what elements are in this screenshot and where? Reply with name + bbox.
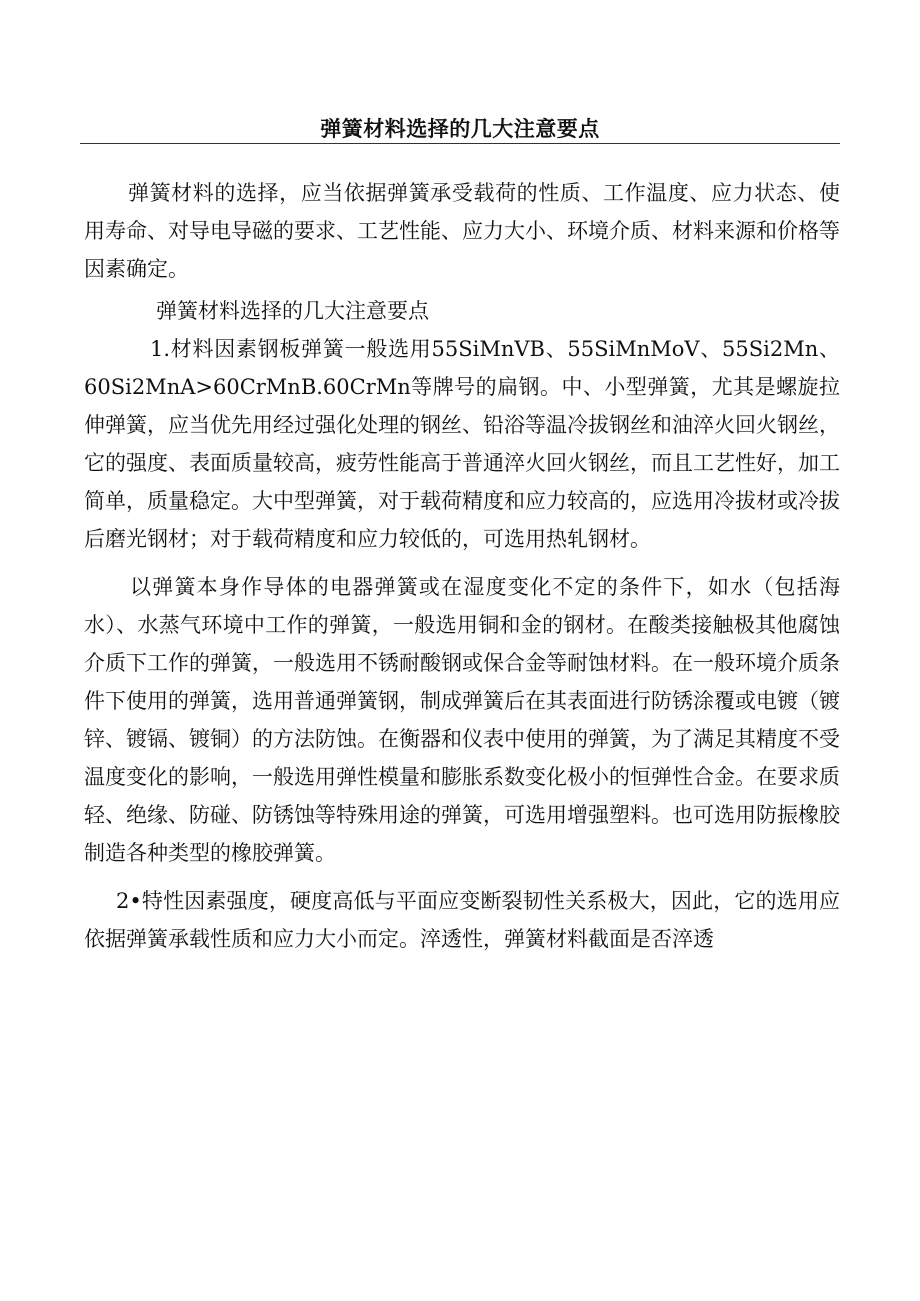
title-divider <box>80 143 840 144</box>
paragraph-environment: 以弹簧本身作导体的电器弹簧或在湿度变化不定的条件下，如水（包括海水）、水蒸气环境中工作的弹簧，一般选用铜和金的钢材。在酸类接触极其他腐蚀介质下工作的弹簧，一般选用不锈耐酸钢或保合金等耐蚀材料。在一般环境介质条件下使用的弹簧，选用普通弹簧钢，制成弹簧后在其表面进行防锈涂覆或电镀（镀锌、镀镉、镀铜）的方法防蚀。在衡器和仪表中使用的弹簧，为了满足其精度不受温度变化的影响，一般选用弹性模量和膨胀系数变化极小的恒弹性合金。在要求质轻、绝缘、防碰、防锈蚀等特殊用途的弹簧，可选用增强塑料。也可选用防振橡胶制造各种类型的橡胶弹簧。 <box>84 575 840 865</box>
paragraph-property-factors: 2•特性因素强度，硬度高低与平面应变断裂韧性关系极大，因此，它的选用应依据弹簧承载性质和应力大小而定。淬透性，弹簧材料截面是否淬透 <box>84 889 840 951</box>
document-body <box>84 174 840 958</box>
paragraph-material-factors: 1.材料因素钢板弹簧一般选用55SiMnVB、55SiMnMoV、55Si2Mn、60Si2MnA>60CrMnB.60CrMn等牌号的扁钢。中、小型弹簧，尤其是螺旋拉伸弹簧，应当优先用经过强化处理的钢丝、铅浴等温冷拔钢丝和油淬火回火钢丝，它的强度、表面质量较高，疲劳性能高于普通淬火回火钢丝，而且工艺性好，加工简单，质量稳定。大中型弹簧，对于载荷精度和应力较高的，应选用冷拔材或冷拔后磨光钢材；对于载荷精度和应力较低的，可选用热轧钢材。 <box>84 337 840 551</box>
paragraph-subheading: 弹簧材料选择的几大注意要点 <box>156 299 429 323</box>
document-title: 弹簧材料选择的几大注意要点 <box>320 116 600 141</box>
paragraph-intro: 弹簧材料的选择，应当依据弹簧承受载荷的性质、工作温度、应力状态、使用寿命、对导电导磁的要求、工艺性能、应力大小、环境介质、材料来源和价格等因素确定。 <box>84 181 840 281</box>
